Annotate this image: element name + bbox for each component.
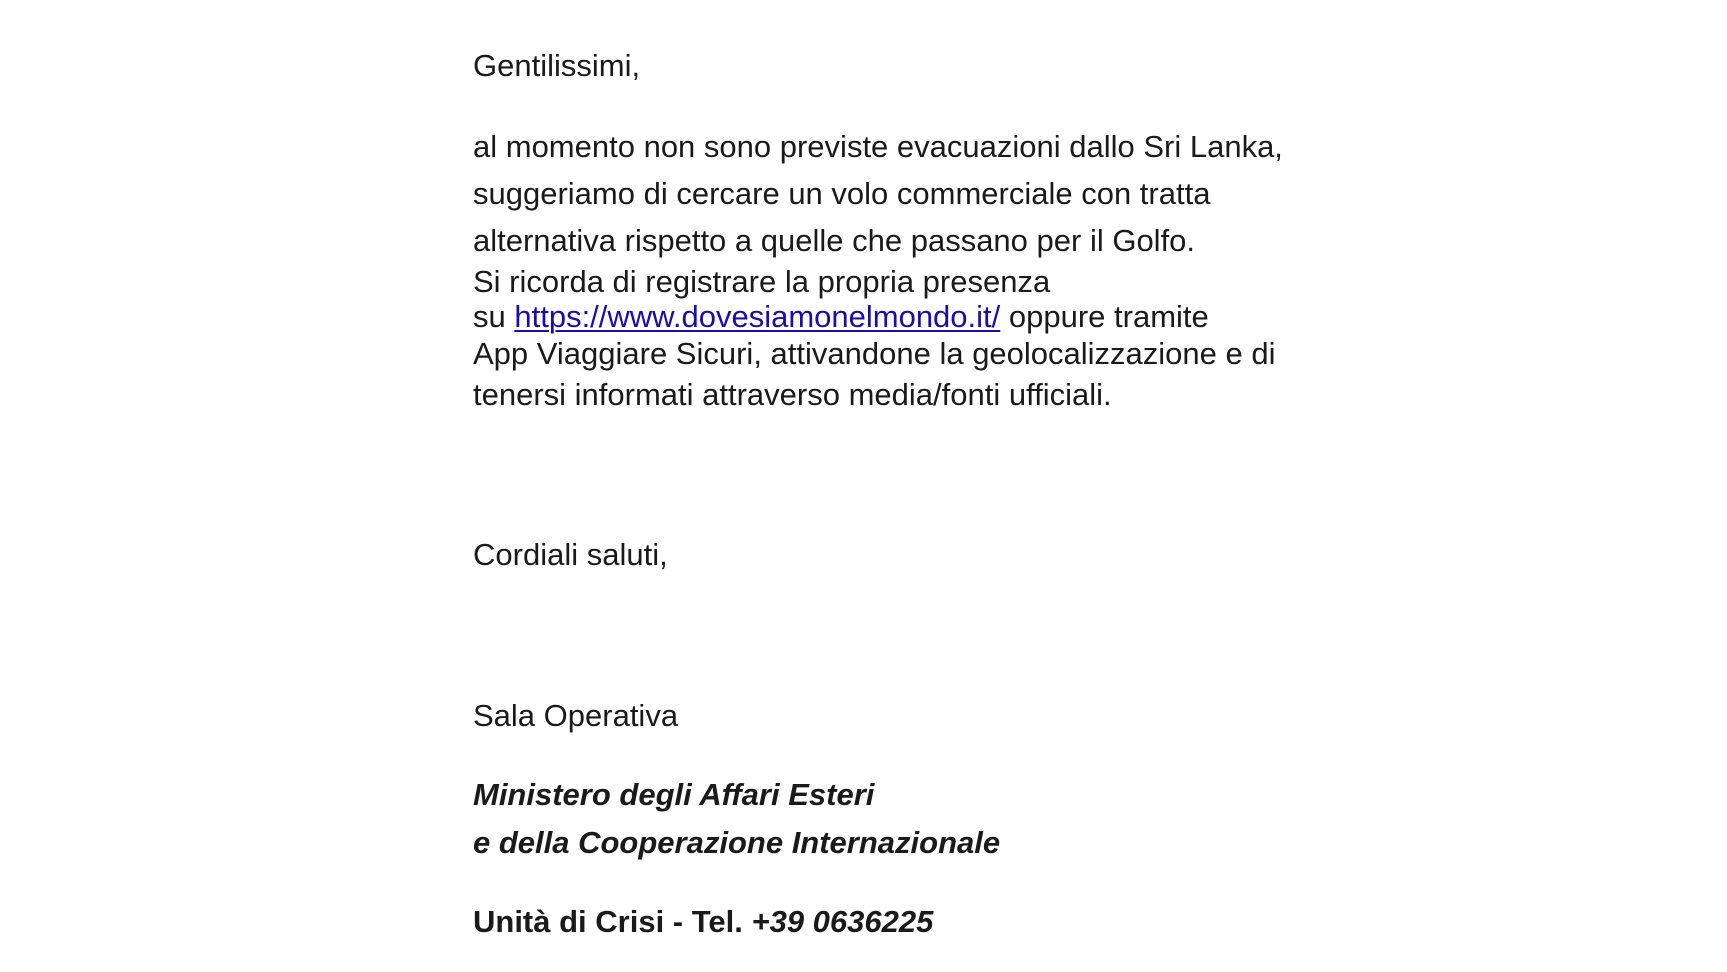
signature-unit xyxy=(473,904,933,940)
unit-label: Unità di Crisi - Tel. xyxy=(473,904,752,939)
body-line-5-prefix: su xyxy=(473,299,515,334)
body-line-6: App Viaggiare Sicuri, attivandone la geolocalizzazione e di xyxy=(473,336,1276,371)
body-line-4: Si ricorda di registrare la propria presenza xyxy=(473,264,1051,299)
body-line-2: suggeriamo di cercare un volo commerciale con tratta xyxy=(473,176,1211,211)
phone-number: +39 0636225 xyxy=(751,904,934,939)
body-line-7: tenersi informati attraverso media/fonti ufficiali. xyxy=(473,377,1112,412)
body-line-3: alternativa rispetto a quelle che passano per il Golfo. xyxy=(473,223,1196,258)
signature-ministry-line-1: Ministero degli Affari Esteri xyxy=(473,777,875,812)
dovesiamonelmondo-link[interactable]: https://www.dovesiamonelmondo.it/ xyxy=(514,299,1001,334)
signature-office: Sala Operativa xyxy=(473,698,679,733)
greeting: Gentilissimi, xyxy=(473,48,641,83)
body-line-1: al momento non sono previste evacuazioni dallo Sri Lanka, xyxy=(473,129,1283,164)
closing: Cordiali saluti, xyxy=(473,537,668,572)
signature-ministry-line-2: e della Cooperazione Internazionale xyxy=(473,825,1001,860)
body-line-5 xyxy=(473,299,1209,335)
body-line-5-suffix: oppure tramite xyxy=(1000,299,1209,334)
